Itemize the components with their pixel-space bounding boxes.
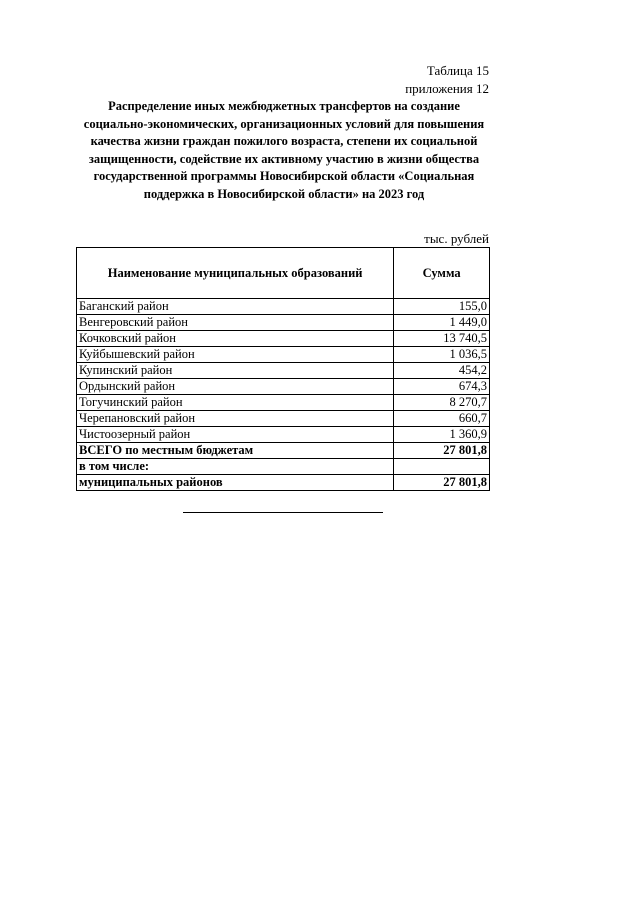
district-name: Купинский район: [77, 363, 394, 379]
appendix-number: приложения 12: [405, 81, 489, 96]
district-name: Куйбышевский район: [77, 347, 394, 363]
district-sum: 13 740,5: [394, 331, 490, 347]
district-sum: 155,0: [394, 299, 490, 315]
district-sum: 674,3: [394, 379, 490, 395]
table-row: [77, 299, 490, 315]
total-label: ВСЕГО по местным бюджетам: [77, 443, 394, 459]
district-sum: 1 449,0: [394, 315, 490, 331]
municipal-label: муниципальных районов: [77, 475, 394, 491]
footer-divider: [183, 512, 383, 513]
district-name: Венгеровский район: [77, 315, 394, 331]
header-sum: Сумма: [394, 248, 490, 299]
municipal-sum: 27 801,8: [394, 475, 490, 491]
table-number: Таблица 15: [426, 63, 489, 78]
table-header-row: [77, 248, 490, 299]
district-name: Тогучинский район: [77, 395, 394, 411]
district-name: Кочковский район: [77, 331, 394, 347]
municipal-row: [77, 475, 490, 491]
district-name: Баганский район: [77, 299, 394, 315]
table-row: [77, 363, 490, 379]
including-row: [77, 459, 490, 475]
header-name: Наименование муниципальных образований: [77, 248, 394, 299]
table-row: [77, 379, 490, 395]
district-name: Черепановский район: [77, 411, 394, 427]
district-sum: 1 036,5: [394, 347, 490, 363]
total-sum: 27 801,8: [394, 443, 490, 459]
units-label: тыс. рублей: [424, 231, 489, 246]
distribution-table: [76, 247, 490, 491]
district-name: Чистоозерный район: [77, 427, 394, 443]
including-label: в том числе:: [77, 459, 394, 475]
district-name: Ордынский район: [77, 379, 394, 395]
table-row: [77, 315, 490, 331]
document-title: Распределение иных межбюджетных трансфертов на создание социально-экономических, организационных условий для повышения качества жизни граждан пожилого возраста, степени их социальной защищенности, содействие их активному участию в жизни общества государственной программы Новосибирской области «Социальная поддержка в Новосибирской области» на 2023 год: [83, 99, 485, 201]
table-row: [77, 411, 490, 427]
total-row: [77, 443, 490, 459]
district-sum: 454,2: [394, 363, 490, 379]
table-row: [77, 395, 490, 411]
including-sum: [394, 459, 490, 475]
district-sum: 1 360,9: [394, 427, 490, 443]
table-row: [77, 331, 490, 347]
table-row: [77, 427, 490, 443]
district-sum: 660,7: [394, 411, 490, 427]
district-sum: 8 270,7: [394, 395, 490, 411]
table-row: [77, 347, 490, 363]
